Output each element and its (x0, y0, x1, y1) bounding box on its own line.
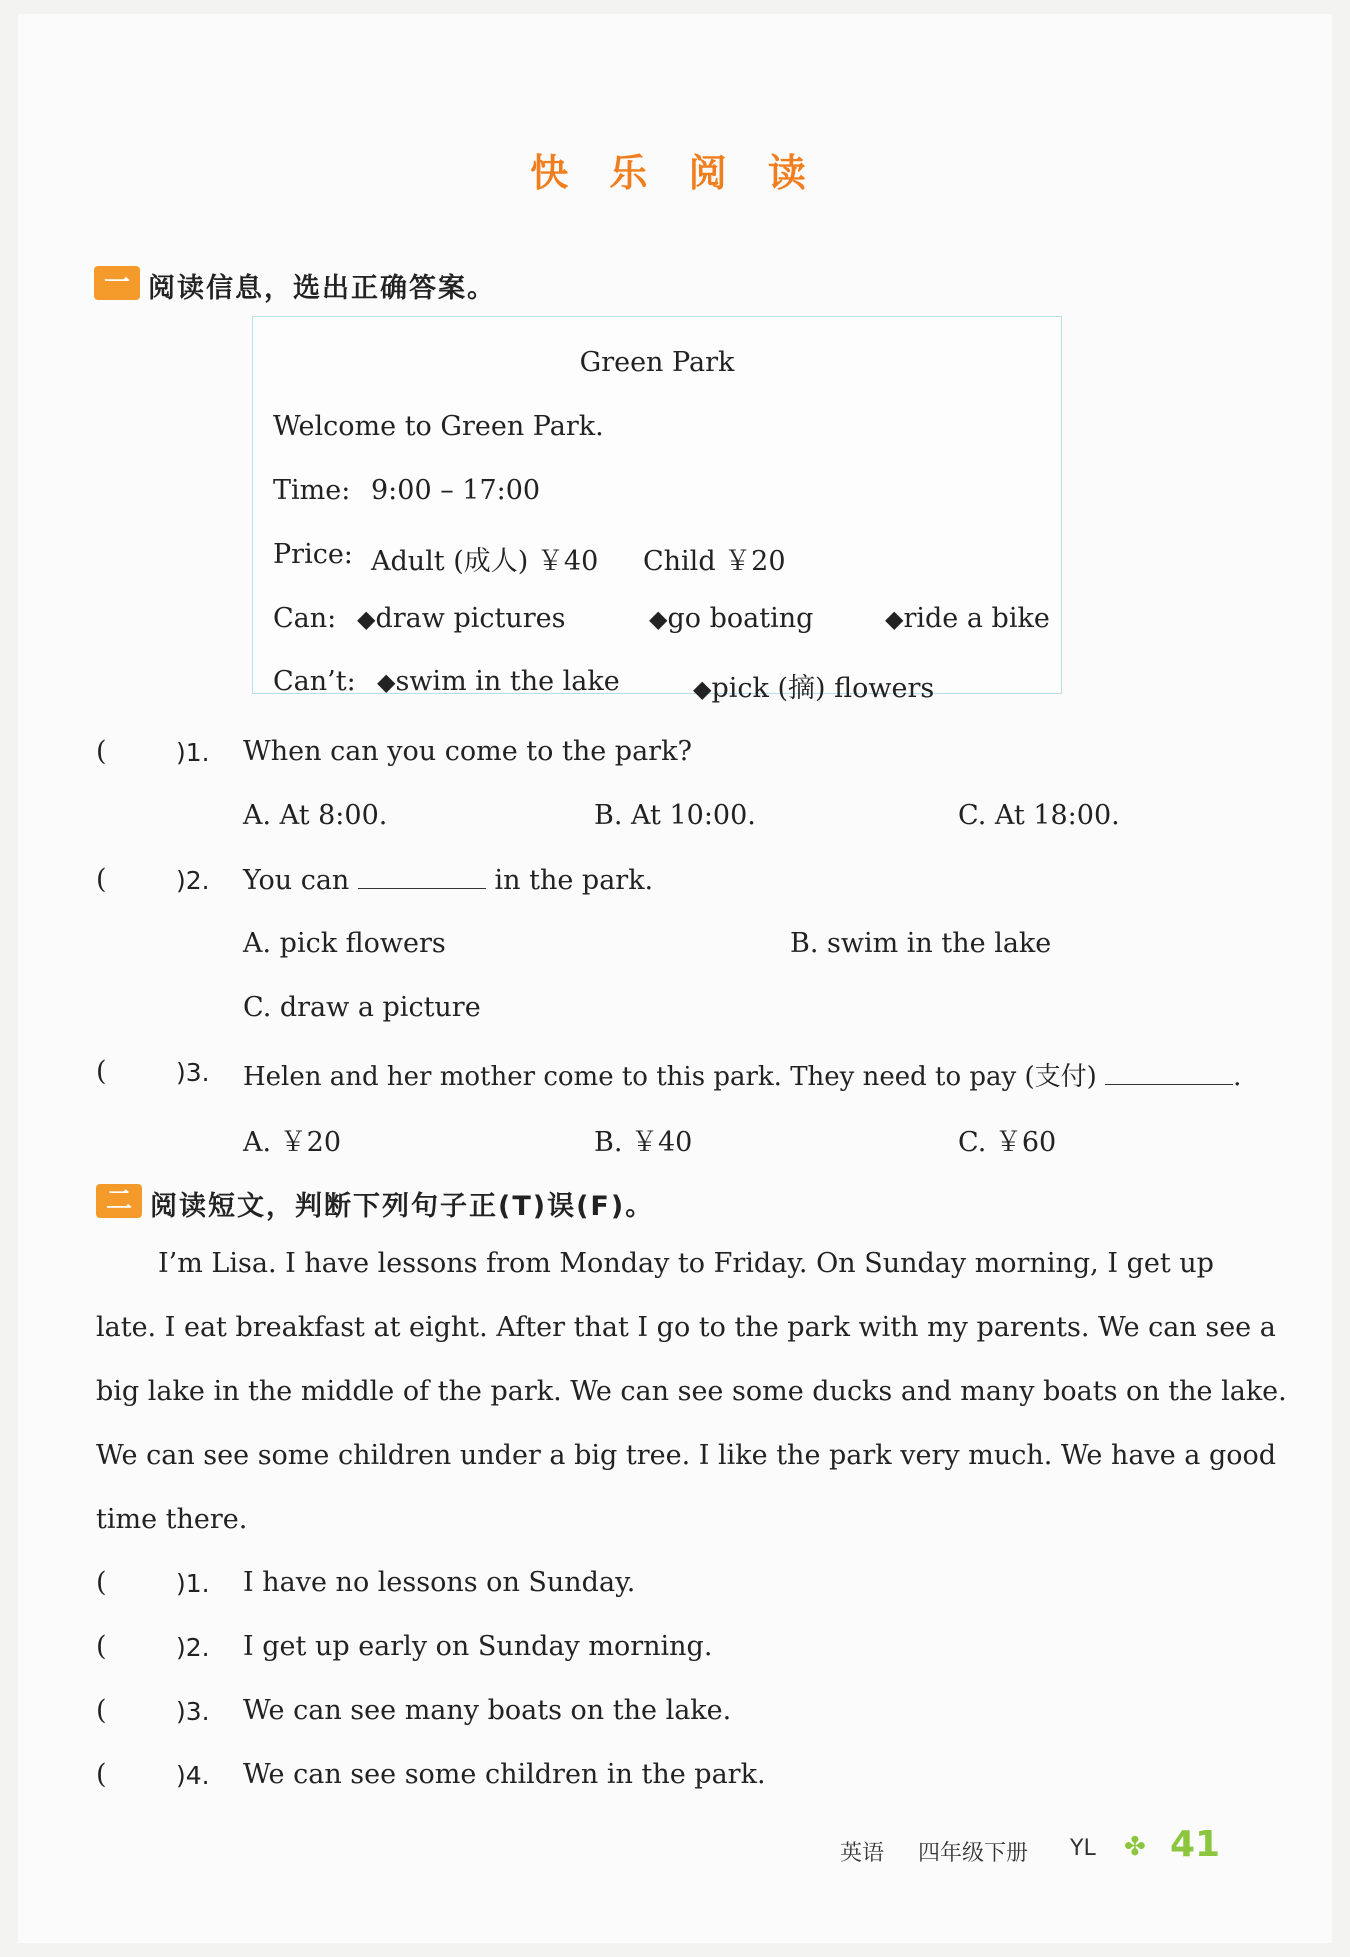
statement-number: )4. (176, 1761, 210, 1790)
answer-bracket[interactable]: ( (96, 1056, 107, 1087)
option-b: B. At 10:00. (594, 800, 756, 831)
question-number: )1. (176, 738, 210, 767)
statement-text: I have no lessons on Sunday. (243, 1567, 636, 1598)
answer-bracket[interactable]: ( (96, 864, 107, 895)
green-park-notice (252, 316, 1062, 704)
page (18, 14, 1332, 1943)
footer-grade: 四年级下册 (918, 1841, 1029, 1866)
statement-text: We can see some children in the park. (243, 1759, 766, 1790)
passage-line: big lake in the middle of the park. We can see some ducks and many boats on the lake. (96, 1376, 1287, 1407)
can-item: ◆go boating (649, 603, 814, 634)
statement-number: )1. (176, 1569, 210, 1598)
question-number: )3. (176, 1058, 210, 1087)
statement-text: I get up early on Sunday morning. (243, 1631, 713, 1662)
section1-badge: 一 (94, 266, 140, 300)
section2-badge: 二 (96, 1184, 142, 1218)
diamond-icon: ◆ (693, 675, 712, 703)
answer-bracket[interactable]: ( (96, 1759, 107, 1790)
option-a: A. ￥20 (243, 1127, 342, 1158)
option-a: A. At 8:00. (243, 800, 388, 831)
cant-label: Can’t: (273, 666, 356, 697)
option-a: A. pick flowers (243, 928, 446, 959)
diamond-icon: ◆ (885, 605, 904, 633)
question-text: Helen and her mother come to this park. They need to pay (支付) . (243, 1062, 1242, 1092)
page-title: 快 乐 阅 读 (530, 151, 820, 195)
price-adult: Adult (成人) ￥40 (371, 546, 599, 577)
answer-bracket[interactable]: ( (96, 736, 107, 767)
answer-bracket[interactable]: ( (96, 1695, 107, 1726)
passage-line: I’m Lisa. I have lessons from Monday to Friday. On Sunday morning, I get up (158, 1248, 1214, 1279)
statement-number: )3. (176, 1697, 210, 1726)
section2-instruction: 阅读短文，判断下列句子正(T)误(F)。 (150, 1191, 655, 1222)
statement-number: )2. (176, 1633, 210, 1662)
cant-item: ◆swim in the lake (377, 666, 620, 697)
option-c: C. draw a picture (243, 992, 481, 1023)
can-label: Can: (273, 603, 337, 634)
passage-line: time there. (96, 1504, 248, 1535)
question-number: )2. (176, 866, 210, 895)
option-c: C. At 18:00. (958, 800, 1120, 831)
fill-blank[interactable] (1105, 1060, 1233, 1085)
fill-blank[interactable] (358, 864, 486, 889)
time-value: 9:00 – 17:00 (371, 475, 541, 506)
footer-subject: 英语 (840, 1841, 885, 1866)
cant-item: ◆pick (摘) flowers (693, 673, 935, 704)
diamond-icon: ◆ (377, 668, 396, 696)
statement-text: We can see many boats on the lake. (243, 1695, 732, 1726)
leaf-icon: ✤ (1124, 1832, 1146, 1862)
option-b: B. swim in the lake (790, 928, 1052, 959)
footer-edition: YL (1070, 1836, 1096, 1861)
option-c: C. ￥60 (958, 1127, 1057, 1158)
can-item: ◆ride a bike (885, 603, 1050, 634)
diamond-icon: ◆ (649, 605, 668, 633)
question-text: When can you come to the park? (243, 736, 692, 767)
price-label: Price: (273, 539, 353, 570)
page-number: 41 (1170, 1824, 1221, 1865)
diamond-icon: ◆ (357, 605, 376, 633)
time-label: Time: (273, 475, 351, 506)
notice-welcome: Welcome to Green Park. (273, 411, 604, 442)
answer-bracket[interactable]: ( (96, 1631, 107, 1662)
answer-bracket[interactable]: ( (96, 1567, 107, 1598)
passage-line: late. I eat breakfast at eight. After that I go to the park with my parents. We can see a (96, 1312, 1276, 1343)
section1-instruction: 阅读信息，选出正确答案。 (148, 273, 496, 304)
passage-line: We can see some children under a big tree. I like the park very much. We have a good (96, 1440, 1277, 1471)
question-text: You can in the park. (243, 865, 654, 896)
price-child: Child ￥20 (643, 546, 786, 577)
option-b: B. ￥40 (594, 1127, 693, 1158)
can-item: ◆draw pictures (357, 603, 566, 634)
notice-heading: Green Park (579, 347, 735, 378)
